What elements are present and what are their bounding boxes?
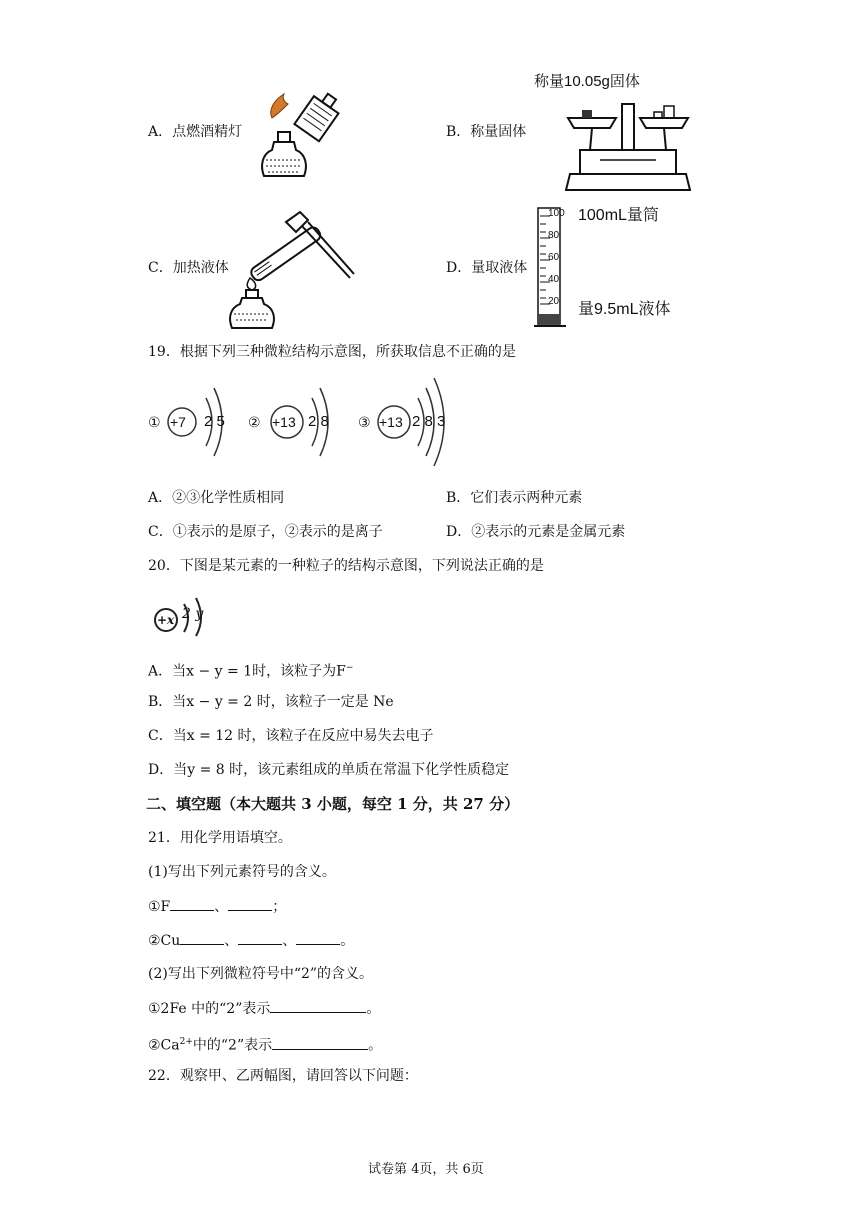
q21-cu-label: ②Cu [148, 933, 181, 949]
atom-3-nucleus: +13 [379, 414, 403, 430]
q19-stem: 19．根据下列三种微粒结构示意图，所获取信息不正确的是 [148, 344, 516, 360]
q20-option-a-prefix: A．当 [148, 663, 187, 680]
cylinder-title: 100mL量筒 [578, 207, 659, 224]
q21-cu-line: ②Cu 、 、 。 [148, 930, 354, 951]
q19-option-c: C．①表示的是原子，②表示的是离子 [148, 524, 383, 540]
q21-ca-label: ②Ca [148, 1037, 180, 1054]
balance-figure [560, 94, 700, 196]
cylinder-caption: 量9.5mL液体 [578, 301, 671, 318]
q20-option-d-math: y = 8 [187, 762, 225, 778]
answer-blank[interactable] [296, 930, 340, 945]
q19-option-b: B．它们表示两种元素 [446, 490, 583, 506]
graduated-cylinder-figure [532, 204, 572, 332]
answer-blank[interactable] [270, 998, 366, 1013]
cylinder-tick-100: 100 [548, 208, 565, 219]
q20-option-c [148, 726, 434, 746]
option-b-label: B．称量固体 [446, 124, 527, 140]
q21-ca-tail: 中的“2”表示 [192, 1037, 273, 1054]
section-title: 二、填空题（本大题共 3 小题，每空 1 分，共 27 分） [146, 795, 520, 813]
q20-option-d-prefix: D．当 [148, 762, 188, 778]
answer-blank[interactable] [180, 930, 224, 945]
atom-1-marker: ① [148, 414, 161, 430]
atom-2-shells: 2 8 [308, 413, 329, 430]
q21-part1: (1)写出下列元素符号的含义。 [148, 864, 336, 880]
cylinder-tick-20: 20 [548, 296, 560, 307]
cylinder-tick-80: 80 [548, 230, 560, 241]
q21-ca-charge: 2+ [179, 1037, 193, 1047]
atom-1-nucleus: +7 [170, 414, 186, 430]
q20-option-c-math: x = 12 [186, 728, 234, 744]
q20-option-d-suffix: 时，该元素组成的单质在常温下化学性质稳定 [224, 762, 510, 778]
q21-part2: (2)写出下列微粒符号中“2”的含义。 [148, 966, 374, 982]
q20-option-c-prefix: C．当 [148, 728, 187, 744]
q22-stem: 22．观察甲、乙两幅图，请回答以下问题： [148, 1068, 418, 1084]
q21-fe-label: ①2Fe 中的“2”表示 [148, 1001, 271, 1017]
particle-shells: 2 y [182, 606, 204, 622]
q21-f-line: ①F 、 ； [148, 896, 286, 917]
page-footer: 试卷第 4页，共 6页 [368, 1162, 484, 1177]
q19-option-a: A．②③化学性质相同 [148, 490, 285, 506]
q21-f-label: ①F [148, 899, 171, 915]
answer-blank[interactable] [272, 1035, 368, 1050]
q20-option-a-ion: F [336, 663, 346, 680]
particle-nucleus: +x [157, 613, 175, 627]
q21-ca-line: $②Ca^{2+}$中的“2”表示 。 [148, 1032, 382, 1056]
q20-option-b [148, 692, 394, 712]
q20-option-b-prefix: B．当 [148, 694, 187, 710]
answer-blank[interactable] [228, 896, 272, 911]
balance-caption: 称量10.05g固体 [534, 73, 640, 90]
heating-liquid-figure [226, 204, 356, 332]
atom-2-marker: ② [248, 414, 261, 430]
q19-option-d: D．②表示的元素是金属元素 [446, 524, 626, 540]
atom-2-nucleus: +13 [272, 414, 296, 430]
cylinder-tick-40: 40 [548, 274, 560, 285]
q20-option-c-suffix: 时，该粒子在反应中易失去电子 [233, 728, 434, 744]
atom-3-shells: 2 8 3 [412, 413, 446, 430]
answer-blank[interactable] [170, 896, 214, 911]
atom-3-marker: ③ [358, 414, 371, 430]
option-a-label: A．点燃酒精灯 [148, 124, 243, 140]
option-d-label: D．量取液体 [446, 260, 528, 276]
answer-blank[interactable] [238, 930, 282, 945]
q20-option-a-ion-charge: − [345, 663, 354, 673]
cylinder-tick-60: 60 [548, 252, 560, 263]
q21-fe-line: ①2Fe 中的“2”表示 。 [148, 998, 380, 1019]
q20-stem: 20．下图是某元素的一种粒子的结构示意图，下列说法正确的是 [148, 558, 544, 574]
q20-option-b-math: x − y = 2 [186, 694, 253, 710]
q20-option-a [148, 658, 353, 682]
option-c-label: C．加热液体 [148, 260, 229, 276]
q20-option-a-math: x − y = 1 [186, 663, 253, 680]
q20-option-d [148, 760, 509, 780]
q20-option-a-suffix: 时，该粒子为 [252, 663, 337, 680]
q21-stem: 21．用化学用语填空。 [148, 830, 292, 846]
atom-1-shells: 2 5 [204, 413, 225, 430]
q20-option-b-suffix: 时，该粒子一定是 Ne [252, 694, 394, 710]
lighting-alcohol-lamp-figure [244, 82, 344, 192]
